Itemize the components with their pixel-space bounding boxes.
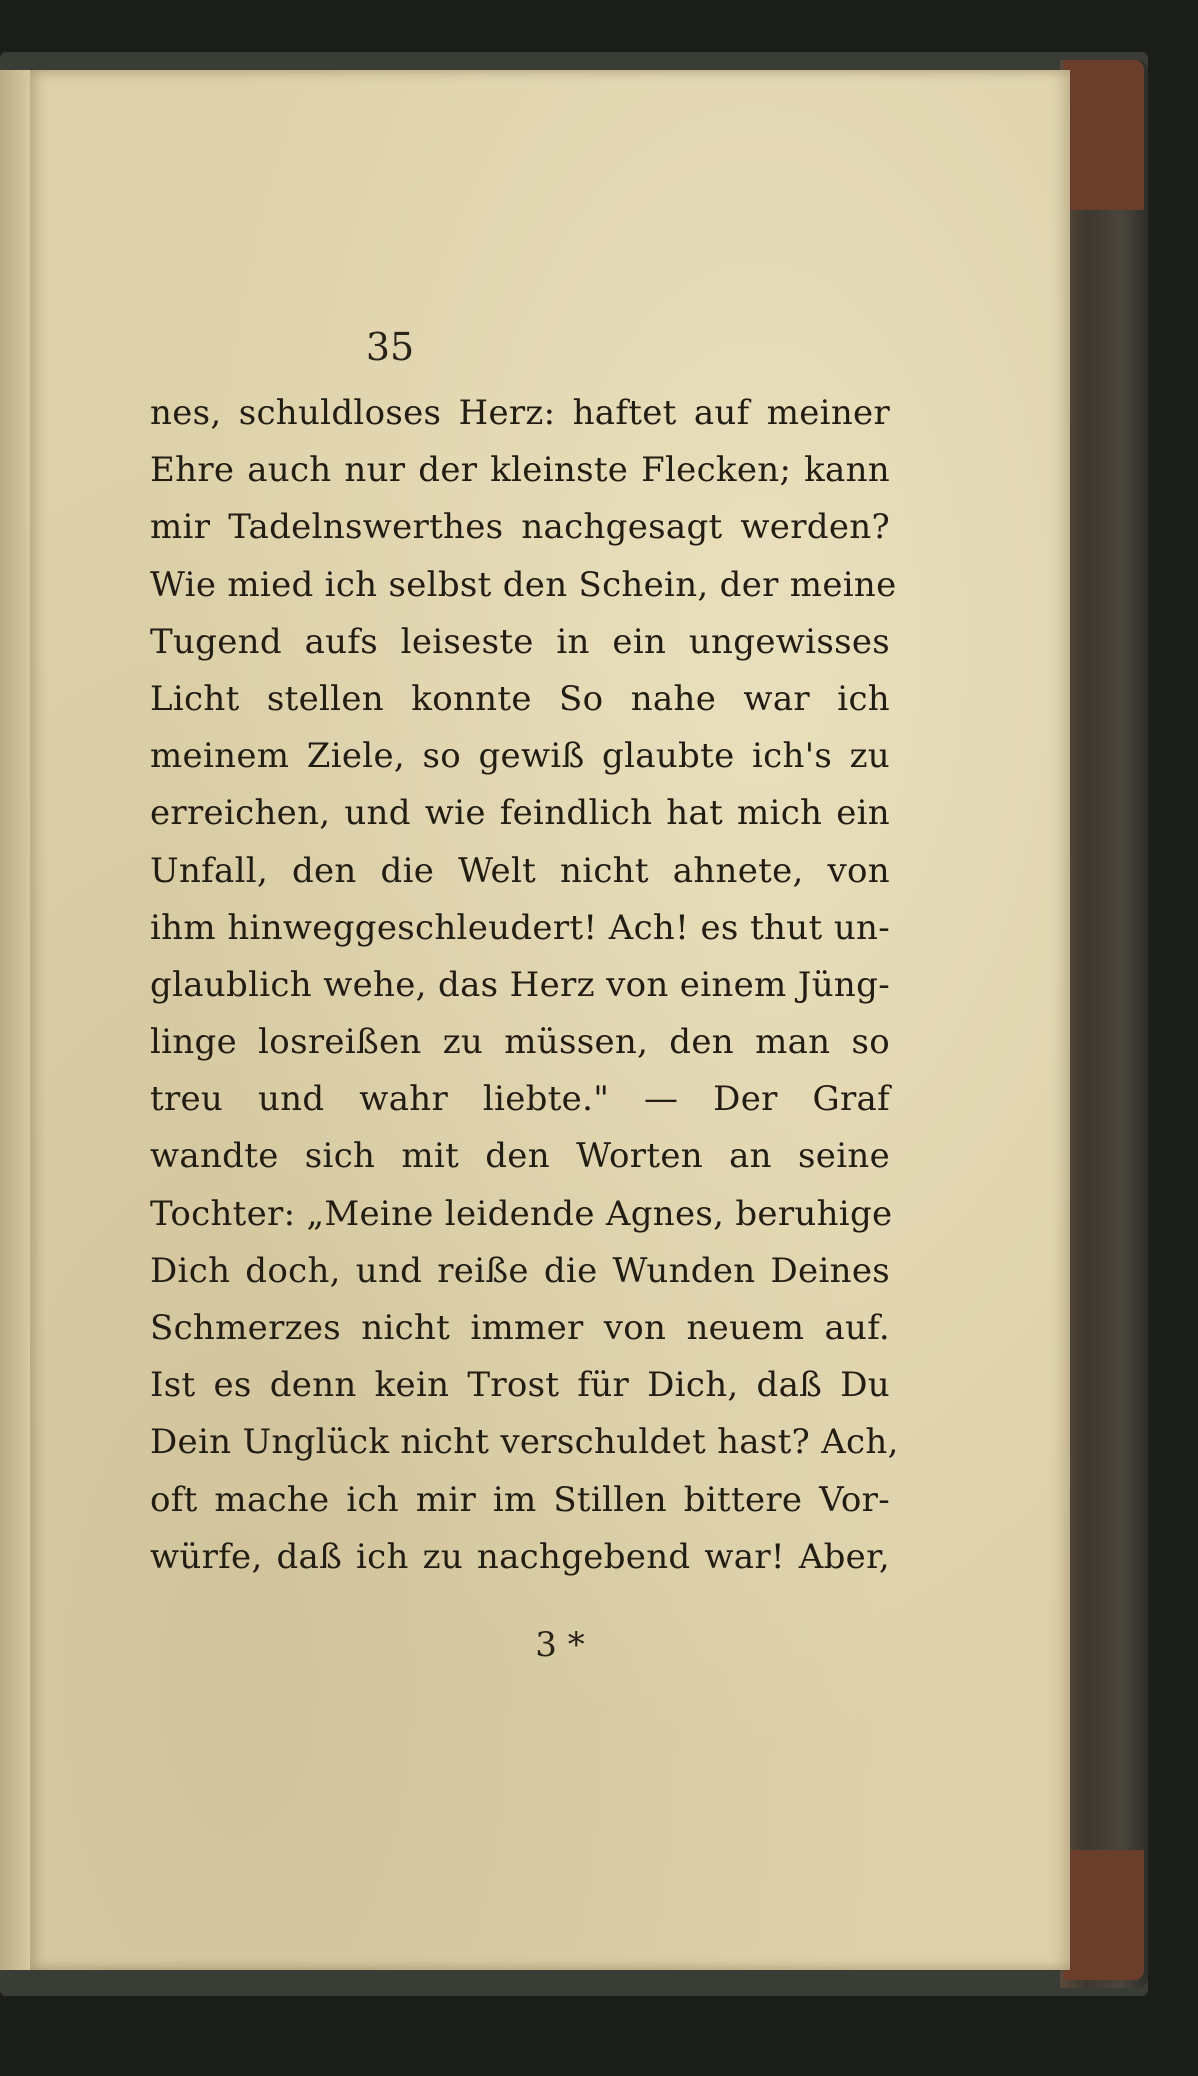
text-line: Licht stellen konnte So nahe war ich: [150, 678, 890, 719]
text-line: erreichen, und wie feindlich hat mich ein: [150, 793, 890, 834]
text-line: Schmerzes nicht immer von neuem auf.: [150, 1308, 890, 1348]
cover-spine-edge: [1060, 60, 1148, 1988]
text-line: Unfall, den die Welt nicht ahnete, von: [150, 850, 890, 891]
text-line: Tugend aufs leiseste in ein ungewisses: [150, 621, 890, 662]
text-line: Ist es denn kein Trost für Dich, daß Du: [150, 1365, 890, 1406]
text-line: ihm hinweggeschleudert! Ach! es thut un-: [150, 907, 890, 948]
text-line: meinem Ziele, so gewiß glaubte ich's zu: [150, 736, 890, 777]
cover-corner-top: [1064, 60, 1144, 210]
text-line: nes, schuldloses Herz: haftet auf meiner: [150, 393, 890, 433]
page-number: 35: [365, 325, 415, 369]
text-line: Ehre auch nur der kleinste Flecken; kann: [150, 450, 890, 491]
text-line: Dich doch, und reiße die Wunden Deines: [150, 1250, 890, 1291]
signature-mark: 3 *: [535, 1625, 585, 1665]
page-text: [150, 385, 899, 1586]
text-line: glaublich wehe, das Herz von einem Jüng-: [150, 964, 890, 1005]
text-line: oft mache ich mir im Stillen bittere Vor-: [150, 1479, 890, 1520]
cover-corner-bottom: [1064, 1850, 1144, 1980]
text-line: würfe, daß ich zu nachgebend war! Aber,: [150, 1536, 890, 1577]
text-line: wandte sich mit den Worten an seine: [150, 1136, 890, 1177]
text-line: Wie mied ich selbst den Schein, der meine: [150, 564, 897, 605]
text-line: linge losreißen zu müssen, den man so: [150, 1022, 890, 1063]
book-page: [30, 70, 1070, 1970]
text-line: Dein Unglück nicht verschuldet hast? Ach,: [150, 1422, 899, 1463]
text-line: Tochter: „Meine leidende Agnes, beruhige: [150, 1193, 893, 1234]
text-line: treu und wahr liebte." — Der Graf: [150, 1079, 890, 1120]
text-line: mir Tadelnswerthes nachgesagt werden?: [150, 507, 890, 548]
